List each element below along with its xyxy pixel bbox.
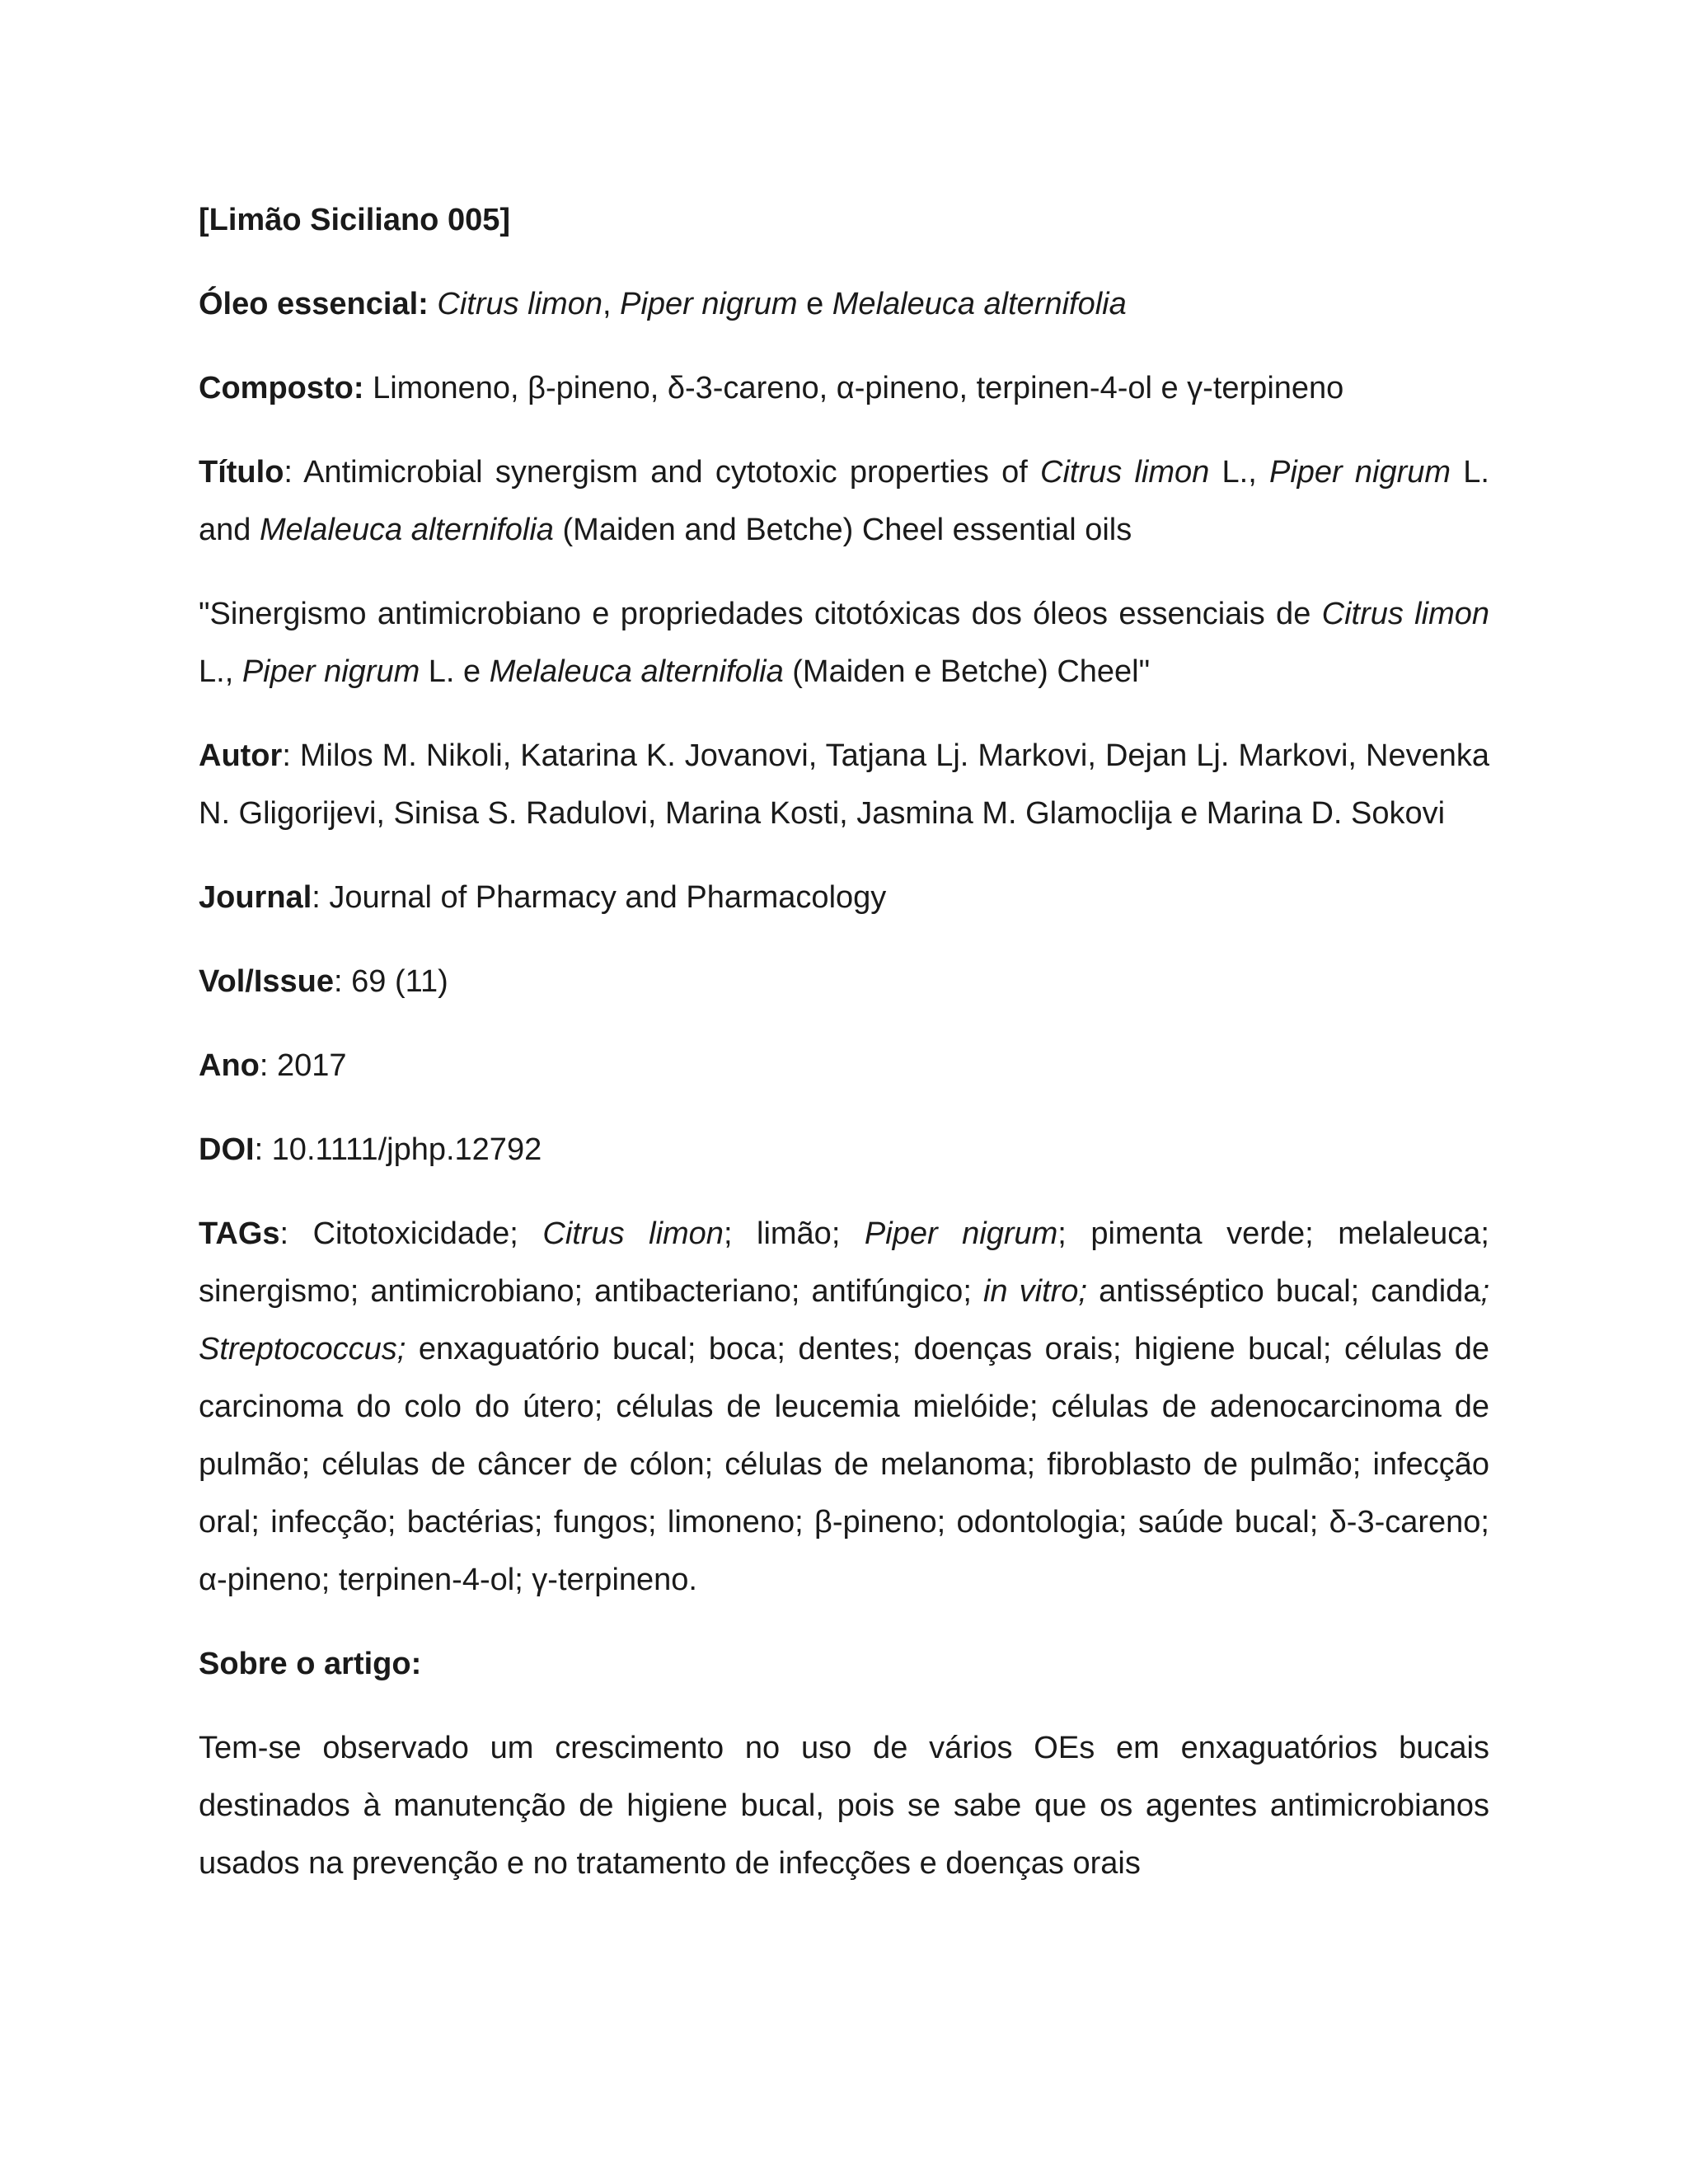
- translation-text: (Maiden e Betche) Cheel": [783, 654, 1151, 689]
- volume-line: [199, 953, 1489, 1010]
- tags-italic: ; Streptococcus;: [199, 1274, 1489, 1366]
- document-heading: [199, 191, 1489, 249]
- essential-oil-label: Óleo essencial:: [199, 287, 429, 321]
- year-line: [199, 1037, 1489, 1094]
- translation-text: L.,: [199, 654, 242, 689]
- journal-line: [199, 869, 1489, 926]
- species-citrus-limon: Citrus limon: [437, 287, 603, 321]
- tags-italic: in vitro;: [982, 1274, 1087, 1309]
- title-species: Piper nigrum: [1268, 455, 1451, 490]
- doi-label: DOI: [199, 1132, 255, 1167]
- title-text: (Maiden and Betche) Cheel essential oils: [553, 513, 1132, 547]
- document-page: [199, 191, 1489, 1919]
- journal-label: Journal: [199, 880, 312, 915]
- translation-species: Piper nigrum: [241, 654, 420, 689]
- title-species: Melaleuca alternifolia: [259, 513, 554, 547]
- volume-label: Vol/Issue: [199, 964, 335, 999]
- tags-text: antisséptico bucal; candida: [1086, 1274, 1481, 1309]
- tags-text: ; pimenta verde; melaleuca; sinergismo; antimicrobiano; antibacteriano; antifúngico;: [199, 1216, 1489, 1309]
- author-value: : Milos M. Nikoli, Katarina K. Jovanovi, Tatjana Lj. Markovi, Dejan Lj. Markovi, Nevenka N. Gligorijevi, Sinisa S. Radulovi, Marina Kosti, Jasmina M. Glamoclija e Marina D. Sokovi: [199, 738, 1489, 831]
- doi-value: : 10.1111/jphp.12792: [254, 1132, 542, 1167]
- species-separator: ,: [602, 287, 621, 321]
- about-heading: [199, 1635, 1489, 1693]
- tags-text: : Citotoxicidade;: [279, 1216, 543, 1251]
- year-value: : 2017: [259, 1048, 347, 1083]
- title-label: Título: [199, 455, 284, 490]
- tags-text: ; limão;: [723, 1216, 865, 1251]
- translation-species: Citrus limon: [1321, 597, 1489, 631]
- compound-value: Limoneno, β-pineno, δ-3-careno, α-pineno, terpinen-4-ol e γ-terpineno: [363, 371, 1344, 405]
- tags-label: TAGs: [199, 1216, 280, 1251]
- volume-value: : 69 (11): [334, 964, 448, 999]
- species-melaleuca: Melaleuca alternifolia: [832, 287, 1127, 321]
- title-translation: [199, 585, 1489, 701]
- tags-italic: Citrus limon: [542, 1216, 724, 1251]
- translation-text: L. e: [420, 654, 490, 689]
- title-species: Citrus limon: [1040, 455, 1210, 490]
- translation-species: Melaleuca alternifolia: [489, 654, 784, 689]
- translation-text: "Sinergismo antimicrobiano e propriedades citotóxicas dos óleos essenciais de: [199, 597, 1322, 631]
- species-piper-nigrum: Piper nigrum: [620, 287, 798, 321]
- compound-line: [199, 359, 1489, 417]
- author-label: Autor: [199, 738, 283, 773]
- about-text: Tem-se observado um crescimento no uso de vários OEs em enxaguatórios bucais destinados à manutenção de higiene bucal, pois se sabe que os agentes antimicrobianos usados na prevenção e no tratamento de infecções e doenças orais: [199, 1731, 1489, 1881]
- heading-text: [Limão Siciliano 005]: [199, 203, 510, 237]
- title-line: [199, 443, 1489, 559]
- about-heading-text: Sobre o artigo:: [199, 1647, 422, 1681]
- species-separator: e: [797, 287, 832, 321]
- journal-value: : Journal of Pharmacy and Pharmacology: [312, 880, 887, 915]
- doi-line: [199, 1121, 1489, 1179]
- tags-italic: Piper nigrum: [864, 1216, 1058, 1251]
- tags-line: [199, 1205, 1489, 1609]
- title-text: : Antimicrobial synergism and cytotoxic properties of: [284, 455, 1041, 490]
- title-text: L. and: [199, 455, 1489, 547]
- year-label: Ano: [199, 1048, 260, 1083]
- about-paragraph: [199, 1719, 1489, 1892]
- title-text: L.,: [1209, 455, 1269, 490]
- compound-label: Composto:: [199, 371, 364, 405]
- author-line: [199, 727, 1489, 842]
- essential-oil-line: [199, 275, 1489, 333]
- tags-text: enxaguatório bucal; boca; dentes; doenças orais; higiene bucal; células de carcinoma do colo do útero; células de leucemia mielóide; células de adenocarcinoma de pulmão; células de câncer de cólon; células de melanoma; fibroblasto de pulmão; infecção oral; infecção; bactérias; fungos; limoneno; β-pineno; odontologia; saúde bucal; δ-3-careno; α-pineno; terpinen-4-ol; γ-terpineno.: [199, 1332, 1489, 1597]
